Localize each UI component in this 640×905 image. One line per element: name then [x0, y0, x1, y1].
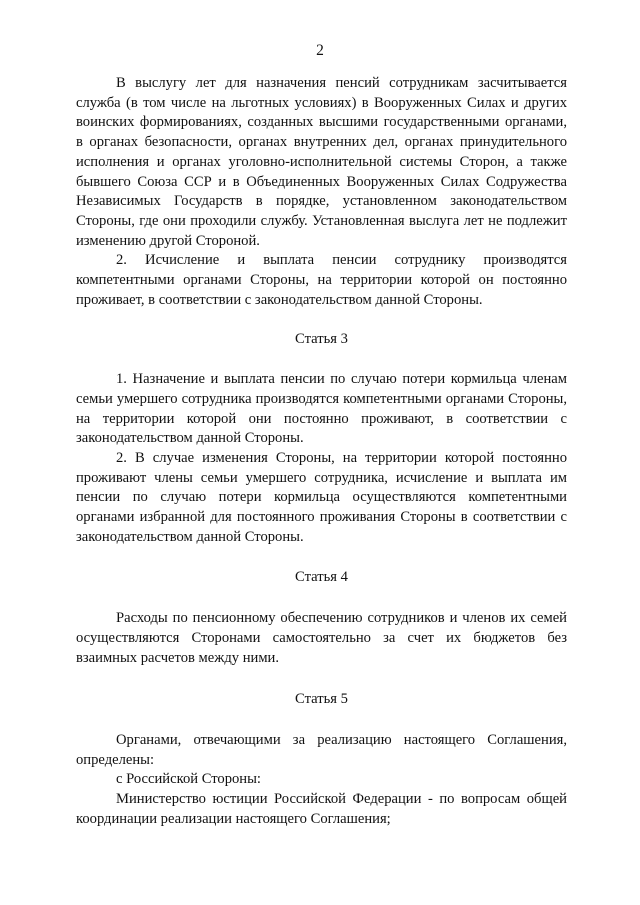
paragraph-pension-calculation: 2. Исчисление и выплата пенсии сотруднику производятся компетентными органами Стороны, на территории которой он постоянно проживает, в соответствии с законодательством данной Стороны. [76, 252, 567, 308]
article-3-paragraph-1: 1. Назначение и выплата пенсии по случаю потери кормильца членам семьи умершего сотрудника производятся компетентными органами Стороны, на территории которой они постоянно проживают, в соответствии с законодательством данной Стороны. [76, 371, 567, 447]
article-5-paragraph-1: Органами, отвечающими за реализацию настоящего Соглашения, определены: [76, 731, 567, 768]
paragraph-service-length: В выслугу лет для назначения пенсий сотрудникам засчитывается служба (в том числе на льготных условиях) в Вооруженных Силах и других воинских формированиях, созданных высшими государственными органами, в органах безопасности, органах внутренних дел, органах принудительного исполнения и органах уголовно-исполнительной системы Сторон, а также бывшего Союза ССР и в Объединенных Вооруженных Силах Содружества Независимых Государств в порядке, установленном законодательством Стороны, где они проходили службу. Установленная выслуга лет не подлежит изменению другой Стороной. [76, 75, 567, 249]
article-3-paragraph-2: 2. В случае изменения Стороны, на территории которой постоянно проживают члены семьи умершего сотрудника, исчисление и выплата им пенсии по случаю потери кормильца осуществляются компетентными органами избранной для постоянного проживания Стороны в соответствии с законодательством данной Стороны. [76, 449, 567, 545]
document-body [76, 74, 567, 830]
article-5-heading: Статья 5 [295, 691, 348, 708]
article-5-paragraph-2: с Российской Стороны: [116, 771, 261, 788]
article-4-heading: Статья 4 [295, 569, 348, 586]
article-4-paragraph-1: Расходы по пенсионному обеспечению сотрудников и членов их семей осуществляются Сторонами самостоятельно за счет их бюджетов без взаимных расчетов между ними. [76, 610, 567, 666]
page-number: 2 [316, 42, 324, 59]
article-5-paragraph-3: Министерство юстиции Российской Федерации - по вопросам общей координации реализации настоящего Соглашения; [76, 791, 567, 827]
article-3-heading: Статья 3 [295, 331, 348, 348]
